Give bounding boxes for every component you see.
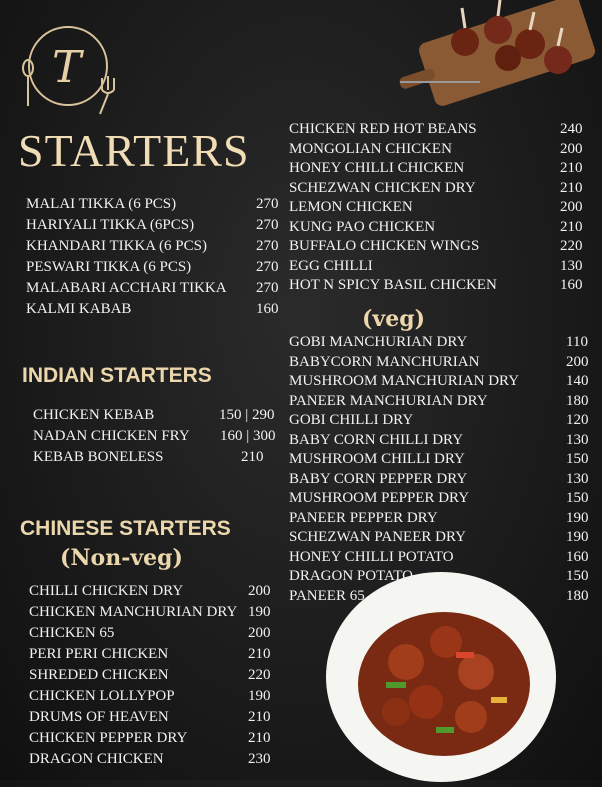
menu-item-name: KALMI KABAB [26, 301, 132, 317]
chinese-starters-heading: CHINESE STARTERS [20, 517, 231, 540]
menu-item [289, 509, 589, 529]
indian-starters-list [33, 405, 285, 468]
menu-item-price: 270 [256, 217, 279, 233]
menu-item-name: GOBI CHILLI DRY [289, 412, 414, 428]
menu-item-name: SHREDED CHICKEN [29, 667, 169, 683]
menu-item [289, 257, 585, 277]
menu-item-name: KUNG PAO CHICKEN [289, 218, 436, 235]
menu-item [33, 405, 285, 426]
menu-item [289, 567, 589, 587]
menu-item [33, 426, 285, 447]
menu-item [289, 276, 585, 296]
menu-item-price: 150 [566, 490, 589, 506]
menu-item-price: 160 [560, 277, 583, 293]
menu-item-name: MUSHROOM MANCHURIAN DRY [289, 373, 520, 389]
menu-item [289, 528, 589, 548]
menu-item-name: BABY CORN CHILLI DRY [289, 431, 464, 448]
menu-item-name: PANEER PEPPER DRY [289, 509, 438, 526]
menu-item-name: HONEY CHILLI POTATO [289, 548, 454, 565]
menu-item [289, 411, 589, 431]
right-nonveg-list [289, 120, 585, 296]
menu-item [289, 159, 585, 179]
menu-item-name: KEBAB BONELESS [33, 449, 164, 465]
menu-item-name: HOT N SPICY BASIL CHICKEN [289, 277, 497, 293]
menu-item-price: 210 [560, 179, 583, 196]
menu-item [289, 587, 589, 607]
menu-item-name: CHICKEN PEPPER DRY [29, 730, 188, 746]
menu-item-name: CHICKEN LOLLYPOP [29, 688, 175, 704]
menu-item [289, 372, 589, 392]
menu-item-price: 270 [256, 238, 279, 254]
menu-item-price: 200 [560, 140, 583, 157]
menu-item-price: 190 [566, 509, 589, 526]
menu-item-price: 160 [256, 301, 279, 317]
menu-item [26, 215, 284, 236]
menu-item-price: 180 [566, 392, 589, 409]
menu-item-price: 130 [566, 431, 589, 448]
menu-item-name: SCHEZWAN CHICKEN DRY [289, 179, 476, 196]
page-title: STARTERS [18, 125, 250, 176]
nonveg-subheading: (Non-veg) [60, 545, 183, 571]
menu-item-price: 150 [566, 568, 589, 584]
veg-list [289, 333, 589, 606]
menu-item [289, 198, 585, 218]
menu-item-price: 270 [256, 280, 279, 296]
menu-item-name: LEMON CHICKEN [289, 199, 413, 215]
menu-item [289, 218, 585, 238]
menu-item-name: CHICKEN RED HOT BEANS [289, 121, 477, 137]
menu-item-price: 210 [248, 709, 271, 725]
menu-item [26, 278, 284, 299]
menu-item-name: HONEY CHILLI CHICKEN [289, 160, 465, 176]
chinese-starters-list [29, 581, 277, 770]
menu-item-name: KHANDARI TIKKA (6 PCS) [26, 238, 207, 254]
menu-item [29, 749, 277, 770]
menu-item-price: 210 [560, 160, 583, 176]
fork-icon [96, 74, 126, 124]
restaurant-logo [14, 16, 114, 116]
menu-item-price: 180 [566, 587, 589, 604]
menu-item-price: 230 [248, 751, 271, 767]
menu-item [289, 489, 589, 509]
menu-item-price: 270 [256, 196, 279, 212]
menu-item [289, 450, 589, 470]
menu-item-name: SCHEZWAN PANEER DRY [289, 529, 466, 545]
menu-item-price: 210 [560, 218, 583, 235]
menu-item-price: 200 [560, 199, 583, 215]
menu-item [289, 237, 585, 257]
menu-item [289, 179, 585, 199]
menu-item [33, 447, 285, 468]
menu-item-name: PERI PERI CHICKEN [29, 646, 169, 662]
menu-item [29, 728, 277, 749]
menu-item-price: 220 [560, 238, 583, 254]
menu-item [289, 548, 589, 568]
menu-item [29, 602, 277, 623]
menu-item-price: 270 [256, 259, 279, 275]
menu-item [29, 707, 277, 728]
menu-item-name: MALABARI ACCHARI TIKKA [26, 280, 227, 296]
menu-item-price: 190 [248, 604, 271, 620]
menu-item-price: 160 | 300 [220, 428, 276, 444]
menu-item-price: 190 [248, 688, 271, 704]
menu-item-price: 150 [566, 451, 589, 467]
menu-item-name: MALAI TIKKA (6 PCS) [26, 196, 177, 212]
menu-item-price: 110 [566, 334, 588, 350]
menu-item [289, 120, 585, 140]
menu-item-name: PANEER MANCHURIAN DRY [289, 392, 488, 409]
menu-item-price: 130 [560, 257, 583, 274]
menu-item-name: CHICKEN KEBAB [33, 407, 155, 423]
menu-item-name: DRAGON POTATO [289, 568, 413, 584]
menu-item [29, 665, 277, 686]
menu-item-name: BUFFALO CHICKEN WINGS [289, 238, 480, 254]
menu-item-price: 210 [248, 730, 271, 746]
menu-item [29, 644, 277, 665]
menu-item [26, 236, 284, 257]
menu-item-price: 240 [560, 121, 583, 137]
menu-item-price: 120 [566, 412, 589, 428]
menu-item-price: 130 [566, 470, 589, 487]
menu-item-price: 200 [566, 353, 589, 370]
spoon-icon [14, 56, 44, 116]
menu-item [26, 194, 284, 215]
menu-item [29, 581, 277, 602]
menu-item-price: 160 [566, 548, 589, 565]
menu-item [26, 299, 284, 320]
menu-item-name: GOBI MANCHURIAN DRY [289, 334, 468, 350]
menu-item-name: PANEER 65 [289, 587, 365, 604]
menu-item-name: MONGOLIAN CHICKEN [289, 140, 452, 157]
menu-item [289, 353, 589, 373]
menu-item [29, 686, 277, 707]
menu-item-name: CHICKEN MANCHURIAN DRY [29, 604, 238, 620]
menu-item-name: CHILLI CHICKEN DRY [29, 583, 184, 599]
menu-item-name: HARIYALI TIKKA (6PCS) [26, 217, 195, 233]
logo-letter: T [52, 42, 82, 93]
indian-starters-heading: INDIAN STARTERS [22, 364, 212, 387]
menu-item-name: CHICKEN 65 [29, 625, 115, 641]
menu-item [289, 333, 589, 353]
menu-item-price: 220 [248, 667, 271, 683]
menu-item-price: 200 [248, 583, 271, 599]
chicken-lollipop-board-image [390, 0, 602, 110]
menu-item [289, 140, 585, 160]
menu-item [29, 623, 277, 644]
menu-item-price: 150 | 290 [219, 407, 275, 423]
menu-item-price: 200 [248, 625, 271, 641]
menu-item-name: MUSHROOM PEPPER DRY [289, 490, 470, 506]
menu-item-name: DRAGON CHICKEN [29, 751, 164, 767]
menu-item-name: DRUMS OF HEAVEN [29, 709, 169, 725]
menu-item [289, 392, 589, 412]
starters-list [26, 194, 284, 320]
menu-item-price: 210 [241, 449, 264, 465]
veg-heading: (veg) [362, 306, 425, 332]
menu-item-name: EGG CHILLI [289, 257, 373, 274]
menu-item-price: 190 [566, 529, 589, 545]
menu-item-name: MUSHROOM CHILLI DRY [289, 451, 465, 467]
menu-item-name: PESWARI TIKKA (6 PCS) [26, 259, 192, 275]
menu-item [26, 257, 284, 278]
menu-item-name: BABYCORN MANCHURIAN [289, 353, 480, 370]
menu-item-price: 210 [248, 646, 271, 662]
menu-item-name: BABY CORN PEPPER DRY [289, 470, 468, 487]
menu-item [289, 470, 589, 490]
menu-item-name: NADAN CHICKEN FRY [33, 428, 190, 444]
menu-item-price: 140 [566, 373, 589, 389]
menu-item [289, 431, 589, 451]
